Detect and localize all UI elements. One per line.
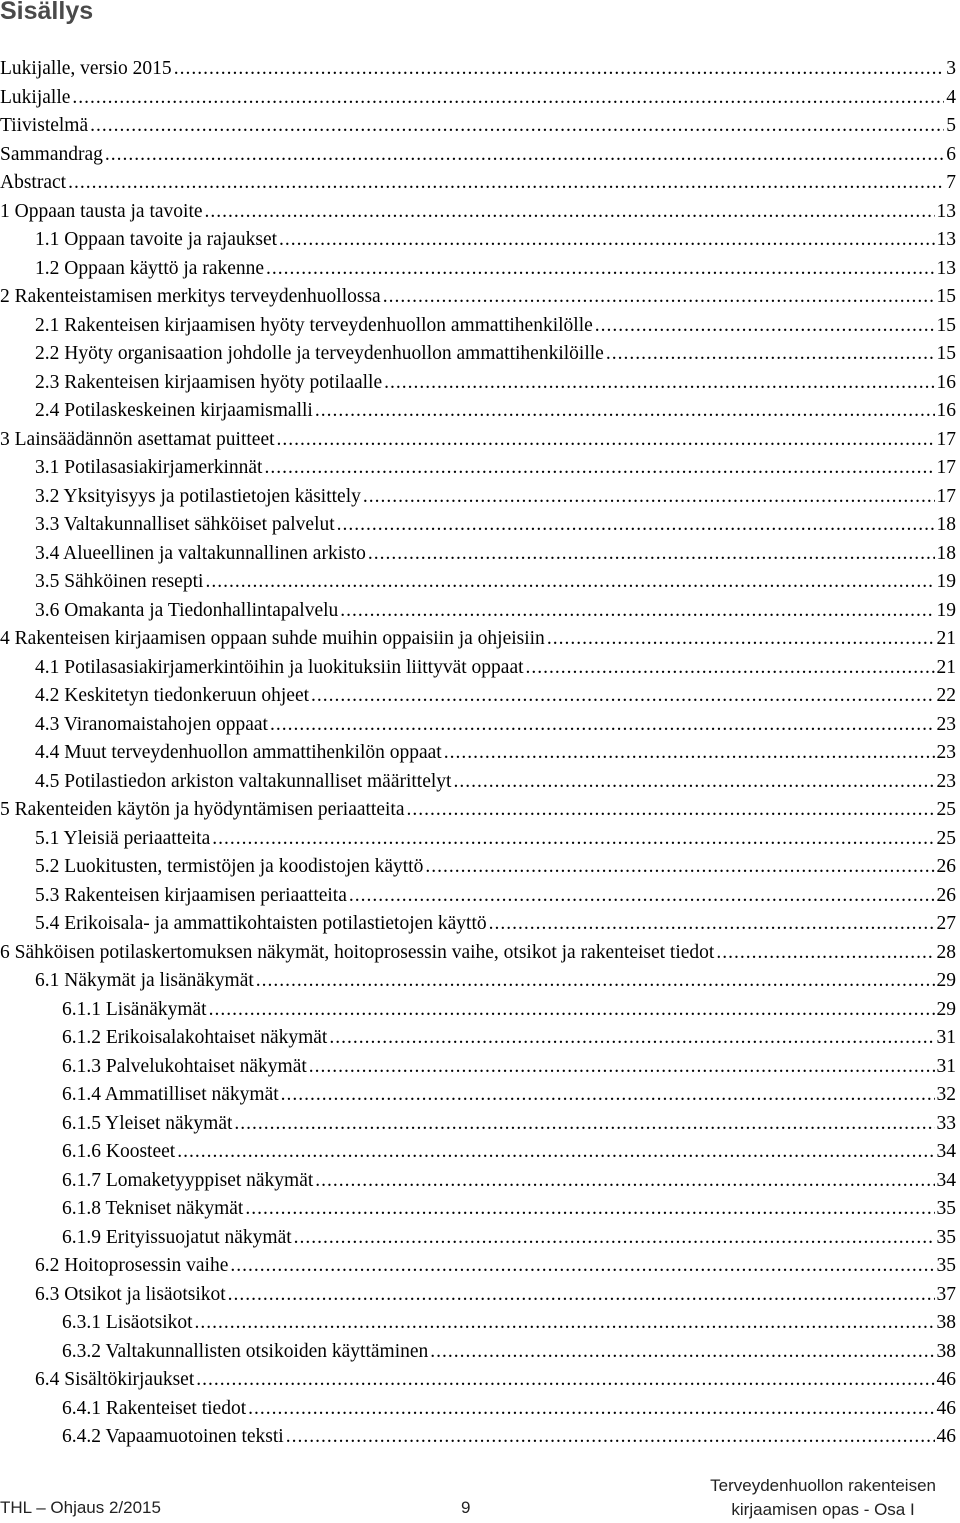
toc-entry-title: Tiivistelmä <box>0 115 89 136</box>
toc-dot-leader <box>329 1024 934 1053</box>
toc-entry-title: 1 Oppaan tausta ja tavoite <box>0 200 203 222</box>
toc-dot-leader <box>286 1423 935 1452</box>
toc-dot-leader <box>444 739 935 768</box>
toc-entry[interactable] <box>0 682 956 711</box>
toc-dot-leader <box>234 1110 934 1139</box>
toc-entry-title: 6.4.2 Vapaamuotoinen teksti <box>62 1426 284 1447</box>
toc-dot-leader <box>716 939 934 968</box>
toc-entry-title: 6 Sähköisen potilaskertomuksen näkymät, hoitoprosessin vaihe, otsikot ja rakenteiset tiedot <box>0 941 715 963</box>
toc-entry-page: 16 <box>936 400 956 421</box>
toc-entry-title: 4.4 Muut terveydenhuollon ammattihenkilön oppaat <box>35 742 442 763</box>
toc-dot-leader <box>196 1366 934 1395</box>
toc-entry-title: 3.5 Sähköinen resepti <box>35 571 204 592</box>
toc-entry-page: 35 <box>936 1198 956 1219</box>
toc-entry[interactable] <box>0 84 956 113</box>
toc-dot-leader <box>174 55 945 84</box>
toc-entry[interactable] <box>0 768 956 797</box>
toc-dot-leader <box>205 198 935 227</box>
toc-entry-title: 6.1.6 Koosteet <box>62 1141 176 1162</box>
toc-entry-page: 23 <box>936 770 956 792</box>
toc-entry-title: 6.1.7 Lomaketyyppiset näkymät <box>62 1169 314 1191</box>
toc-entry-title: 2.4 Potilaskeskeinen kirjaamismalli <box>35 400 313 421</box>
toc-entry-title: 3.4 Alueellinen ja valtakunnallinen arkisto <box>35 542 366 564</box>
toc-entry-title: 6.1.2 Erikoisalakohtaiset näkymät <box>62 1027 328 1048</box>
toc-entry[interactable] <box>0 112 956 141</box>
footer-title-line-1: Terveydenhuollon rakenteisen <box>710 1476 936 1495</box>
footer-title-line-2: kirjaamisen opas - Osa I <box>731 1500 915 1519</box>
toc-dot-leader <box>315 1167 934 1196</box>
toc-entry[interactable] <box>0 825 956 854</box>
toc-entry[interactable] <box>0 1167 956 1196</box>
toc-entry[interactable] <box>0 169 956 198</box>
toc-entry-page: 7 <box>946 172 956 193</box>
toc-dot-leader <box>266 255 934 284</box>
toc-entry-title: 6.1.5 Yleiset näkymät <box>62 1112 233 1134</box>
toc-entry[interactable] <box>0 312 956 341</box>
toc-entry-page: 26 <box>936 884 956 906</box>
toc-entry-title: 6.4 Sisältökirjaukset <box>35 1369 195 1390</box>
toc-entry[interactable] <box>0 1081 956 1110</box>
toc-entry-page: 35 <box>936 1226 956 1248</box>
toc-dot-leader <box>349 882 935 911</box>
toc-entry-title: 5.2 Luokitusten, termistöjen ja koodistojen käyttö <box>35 856 424 877</box>
toc-dot-leader <box>279 226 934 255</box>
toc-entry-title: 6.1 Näkymät ja lisänäkymät <box>35 970 254 991</box>
toc-entry-page: 29 <box>936 970 956 991</box>
toc-entry-title: 1.2 Oppaan käyttö ja rakenne <box>35 257 265 279</box>
toc-entry-title: 5.3 Rakenteisen kirjaamisen periaatteita <box>35 884 347 906</box>
toc-entry-title: 5.1 Yleisiä periaatteita <box>35 827 211 849</box>
footer-document-title <box>710 1474 936 1522</box>
toc-dot-leader <box>105 141 944 170</box>
toc-entry-title: 2.2 Hyöty organisaation johdolle ja terveydenhuollon ammattihenkilöille <box>35 343 604 364</box>
toc-entry-title: 6.3 Otsikot ja lisäotsikot <box>35 1283 226 1305</box>
toc-dot-leader <box>245 1195 934 1224</box>
toc-entry-page: 28 <box>936 941 956 963</box>
toc-entry[interactable] <box>0 1338 956 1367</box>
toc-entry[interactable] <box>0 55 956 84</box>
toc-entry-page: 38 <box>936 1312 956 1333</box>
toc-entry-page: 26 <box>936 856 956 877</box>
toc-entry-page: 17 <box>936 428 956 450</box>
toc-entry-title: 6.2 Hoitoprosessin vaihe <box>35 1255 229 1276</box>
toc-dot-leader <box>281 1081 935 1110</box>
toc-entry-title: 3.3 Valtakunnalliset sähköiset palvelut <box>35 514 335 535</box>
toc-dot-leader <box>68 169 944 198</box>
toc-dot-leader <box>425 853 934 882</box>
toc-entry-title: Abstract <box>0 172 67 193</box>
toc-entry-page: 22 <box>936 685 956 706</box>
toc-entry[interactable] <box>0 882 956 911</box>
toc-entry-title: 4.3 Viranomaistahojen oppaat <box>35 713 268 735</box>
toc-entry-title: 2 Rakenteistamisen merkitys terveydenhuollossa <box>0 286 381 307</box>
toc-entry-page: 46 <box>936 1426 956 1447</box>
toc-entry-title: 3.1 Potilasasiakirjamerkinnät <box>35 457 263 478</box>
footer-publication: THL – Ohjaus 2/2015 <box>0 1498 161 1517</box>
page-footer <box>0 1470 960 1523</box>
toc-entry-page: 23 <box>936 713 956 735</box>
toc-entry-page: 15 <box>936 314 956 336</box>
toc-entry-title: 4.1 Potilasasiakirjamerkintöihin ja luokituksiin liittyvät oppaat <box>35 656 524 678</box>
toc-dot-leader <box>407 796 935 825</box>
toc-entry-page: 4 <box>946 86 956 108</box>
toc-dot-leader <box>384 369 934 398</box>
toc-entry-title: 2.3 Rakenteisen kirjaamisen hyöty potilaalle <box>35 371 383 393</box>
toc-dot-leader <box>212 825 934 854</box>
toc-entry[interactable] <box>0 1281 956 1310</box>
toc-entry[interactable] <box>0 1195 956 1224</box>
toc-entry[interactable] <box>0 910 956 939</box>
toc-dot-leader <box>453 768 934 797</box>
toc-dot-leader <box>209 996 935 1025</box>
toc-entry[interactable] <box>0 654 956 683</box>
toc-entry-page: 29 <box>936 998 956 1020</box>
toc-entry[interactable] <box>0 711 956 740</box>
toc-dot-leader <box>547 625 935 654</box>
toc-entry-title: 4.2 Keskitetyn tiedonkeruun ohjeet <box>35 685 310 706</box>
table-of-contents <box>0 55 956 1452</box>
toc-entry[interactable] <box>0 397 956 426</box>
toc-entry-page: 3 <box>946 58 956 79</box>
toc-entry-title: 4.5 Potilastiedon arkiston valtakunnalliset määrittelyt <box>35 770 452 792</box>
toc-entry[interactable] <box>0 369 956 398</box>
toc-entry-page: 19 <box>936 571 956 592</box>
toc-dot-leader <box>195 1309 935 1338</box>
toc-entry-page: 46 <box>936 1369 956 1390</box>
toc-dot-leader <box>248 1395 934 1424</box>
toc-entry[interactable] <box>0 483 956 512</box>
toc-entry-title: 5 Rakenteiden käytön ja hyödyntämisen periaatteita <box>0 799 405 820</box>
toc-dot-leader <box>368 540 935 569</box>
toc-dot-leader <box>309 1053 935 1082</box>
toc-entry[interactable] <box>0 1024 956 1053</box>
toc-entry[interactable] <box>0 454 956 483</box>
toc-entry-title: 5.4 Erikoisala- ja ammattikohtaisten potilastietojen käyttö <box>35 913 487 934</box>
toc-dot-leader <box>315 397 935 426</box>
toc-dot-leader <box>430 1338 934 1367</box>
toc-entry-title: 2.1 Rakenteisen kirjaamisen hyöty terveydenhuollon ammattihenkilölle <box>35 314 593 336</box>
toc-entry-page: 18 <box>936 514 956 535</box>
toc-entry-page: 16 <box>936 371 956 393</box>
toc-entry[interactable] <box>0 597 956 626</box>
toc-entry[interactable] <box>0 1224 956 1253</box>
toc-entry-page: 25 <box>936 827 956 849</box>
toc-entry-page: 13 <box>936 200 956 222</box>
toc-entry-title: Lukijalle <box>0 86 71 108</box>
toc-entry[interactable] <box>0 996 956 1025</box>
toc-entry-page: 19 <box>936 599 956 621</box>
toc-dot-leader <box>337 511 935 540</box>
toc-entry-title: 1.1 Oppaan tavoite ja rajaukset <box>35 229 278 250</box>
footer-page-number: 9 <box>461 1498 471 1517</box>
toc-dot-leader <box>230 1252 934 1281</box>
toc-entry[interactable] <box>0 1395 956 1424</box>
toc-dot-leader <box>489 910 935 939</box>
toc-entry-page: 6 <box>946 143 956 165</box>
toc-entry[interactable] <box>0 739 956 768</box>
toc-entry[interactable] <box>0 198 956 227</box>
toc-entry[interactable] <box>0 625 956 654</box>
toc-dot-leader <box>90 112 944 141</box>
toc-entry-title: 3.2 Yksityisyys ja potilastietojen käsittely <box>35 485 361 507</box>
toc-entry[interactable] <box>0 1309 956 1338</box>
toc-entry-title: 3.6 Omakanta ja Tiedonhallintapalvelu <box>35 599 339 621</box>
toc-entry-title: Lukijalle, versio 2015 <box>0 58 172 79</box>
toc-entry-page: 32 <box>936 1084 956 1105</box>
toc-dot-leader <box>595 312 935 341</box>
toc-entry[interactable] <box>0 939 956 968</box>
toc-dot-leader <box>526 654 935 683</box>
page-title: Sisällys <box>0 0 94 25</box>
toc-entry-page: 5 <box>946 115 956 136</box>
toc-entry-page: 21 <box>936 628 956 649</box>
toc-entry[interactable] <box>0 426 956 455</box>
toc-entry-page: 37 <box>936 1283 956 1305</box>
toc-entry-page: 18 <box>936 542 956 564</box>
toc-dot-leader <box>72 84 944 113</box>
toc-entry[interactable] <box>0 283 956 312</box>
toc-entry[interactable] <box>0 226 956 255</box>
toc-entry-page: 25 <box>936 799 956 820</box>
toc-entry-page: 38 <box>936 1340 956 1362</box>
toc-dot-leader <box>228 1281 935 1310</box>
toc-entry[interactable] <box>0 1138 956 1167</box>
toc-dot-leader <box>264 454 934 483</box>
toc-entry-page: 46 <box>936 1397 956 1419</box>
toc-entry-page: 34 <box>936 1169 956 1191</box>
toc-entry[interactable] <box>0 967 956 996</box>
toc-entry-page: 35 <box>936 1255 956 1276</box>
toc-entry[interactable] <box>0 568 956 597</box>
toc-entry-title: Sammandrag <box>0 143 103 165</box>
toc-dot-leader <box>363 483 935 512</box>
toc-entry-page: 21 <box>936 656 956 678</box>
toc-entry-page: 31 <box>936 1027 956 1048</box>
toc-entry-title: 3 Lainsäädännön asettamat puitteet <box>0 428 275 450</box>
toc-entry[interactable] <box>0 255 956 284</box>
toc-dot-leader <box>294 1224 935 1253</box>
toc-entry-title: 6.1.3 Palvelukohtaiset näkymät <box>62 1055 307 1077</box>
toc-entry[interactable] <box>0 511 956 540</box>
toc-entry[interactable] <box>0 1366 956 1395</box>
toc-entry-page: 17 <box>936 457 956 478</box>
toc-entry[interactable] <box>0 340 956 369</box>
toc-entry-title: 6.4.1 Rakenteiset tiedot <box>62 1397 247 1419</box>
toc-entry-title: 6.3.1 Lisäotsikot <box>62 1312 193 1333</box>
toc-entry[interactable] <box>0 1252 956 1281</box>
toc-entry-page: 27 <box>936 913 956 934</box>
toc-dot-leader <box>340 597 934 626</box>
toc-entry[interactable] <box>0 853 956 882</box>
toc-entry-title: 4 Rakenteisen kirjaamisen oppaan suhde muihin oppaisiin ja ohjeisiin <box>0 628 545 649</box>
toc-entry-page: 17 <box>936 485 956 507</box>
toc-entry-page: 13 <box>936 229 956 250</box>
toc-dot-leader <box>270 711 935 740</box>
toc-entry-page: 13 <box>936 257 956 279</box>
toc-entry-page: 15 <box>936 286 956 307</box>
toc-dot-leader <box>256 967 935 996</box>
toc-dot-leader <box>606 340 935 369</box>
toc-entry[interactable] <box>0 1423 956 1452</box>
toc-dot-leader <box>277 426 935 455</box>
toc-entry[interactable] <box>0 796 956 825</box>
toc-entry[interactable] <box>0 1053 956 1082</box>
toc-entry-page: 34 <box>936 1141 956 1162</box>
toc-entry-title: 6.1.1 Lisänäkymät <box>62 998 207 1020</box>
toc-entry-title: 6.1.8 Tekniset näkymät <box>62 1198 244 1219</box>
toc-entry-page: 23 <box>936 742 956 763</box>
toc-entry-page: 15 <box>936 343 956 364</box>
toc-entry[interactable] <box>0 540 956 569</box>
toc-entry-title: 6.3.2 Valtakunnallisten otsikoiden käyttäminen <box>62 1340 429 1362</box>
toc-dot-leader <box>311 682 934 711</box>
toc-entry-page: 33 <box>936 1112 956 1134</box>
toc-dot-leader <box>383 283 935 312</box>
toc-dot-leader <box>205 568 934 597</box>
toc-dot-leader <box>177 1138 934 1167</box>
toc-entry[interactable] <box>0 1110 956 1139</box>
toc-entry[interactable] <box>0 141 956 170</box>
toc-entry-title: 6.1.9 Erityissuojatut näkymät <box>62 1226 292 1248</box>
toc-entry-title: 6.1.4 Ammatilliset näkymät <box>62 1084 279 1105</box>
toc-entry-page: 31 <box>936 1055 956 1077</box>
